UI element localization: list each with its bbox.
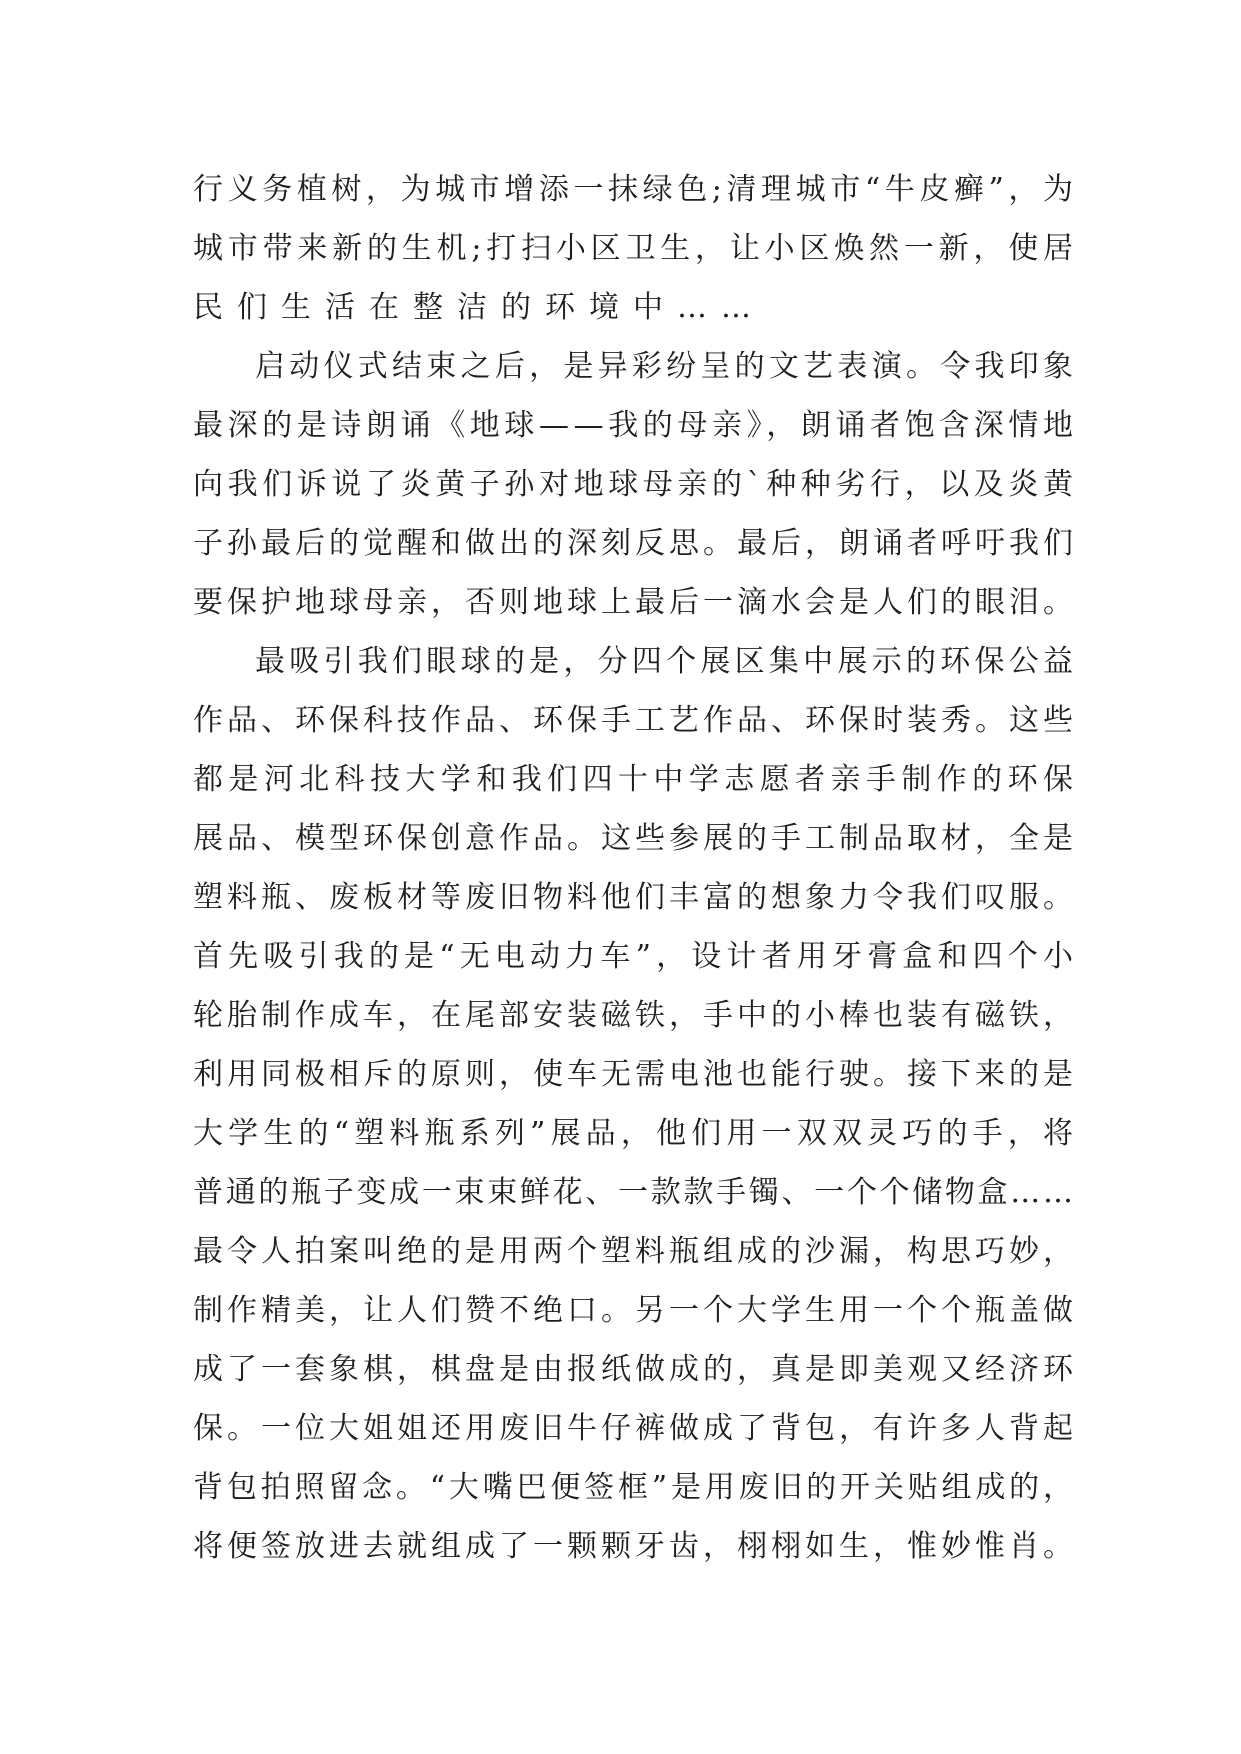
text-line: 子孙最后的觉醒和做出的深刻反思。最后，朗诵者呼吁我们 — [193, 526, 1077, 561]
text-line: 保。一位大姐姐还用废旧牛仔裤做成了背包，有许多人背起 — [193, 1411, 1077, 1446]
text-line: 普通的瓶子变成一束束鲜花、一款款手镯、一个个储物盒…… — [193, 1175, 1076, 1210]
text-line: 首先吸引我的是“无电动力车”，设计者用牙膏盒和四个小 — [193, 939, 1079, 974]
text-line: 行义务植树，为城市增添一抹绿色;清理城市“牛皮癣”，为 — [193, 172, 1078, 207]
text-line: 要保护地球母亲，否则地球上最后一滴水会是人们的眼泪。 — [193, 585, 1077, 620]
text-line: 塑料瓶、废板材等废旧物料他们丰富的想象力令我们叹服。 — [193, 880, 1077, 915]
text-line: 成了一套象棋，棋盘是由报纸做成的，真是即美观又经济环 — [193, 1352, 1077, 1387]
paragraph-first-line: 最吸引我们眼球的是，分四个展区集中展示的环保公益 — [255, 644, 1078, 679]
text-line: 民们生活在整洁的环境中…… — [193, 290, 765, 325]
text-line: 轮胎制作成车，在尾部安装磁铁，手中的小棒也装有磁铁， — [193, 998, 1077, 1033]
body-text — [193, 160, 1079, 1576]
text-line: 将便签放进去就组成了一颗颗牙齿，栩栩如生，惟妙惟肖。 — [193, 1529, 1077, 1564]
paragraph-first-line: 启动仪式结束之后，是异彩纷呈的文艺表演。令我印象 — [255, 349, 1078, 384]
text-line: 制作精美，让人们赞不绝口。另一个大学生用一个个瓶盖做 — [193, 1293, 1077, 1328]
text-line: 利用同极相斥的原则，使车无需电池也能行驶。接下来的是 — [193, 1057, 1077, 1092]
text-line: 背包拍照留念。“大嘴巴便签框”是用废旧的开关贴组成的， — [193, 1470, 1077, 1505]
text-line: 向我们诉说了炎黄子孙对地球母亲的`种种劣行，以及炎黄 — [193, 467, 1078, 502]
text-line: 最令人拍案叫绝的是用两个塑料瓶组成的沙漏，构思巧妙， — [193, 1234, 1077, 1269]
text-line: 展品、模型环保创意作品。这些参展的手工制品取材，全是 — [193, 821, 1077, 856]
text-line: 作品、环保科技作品、环保手工艺作品、环保时装秀。这些 — [193, 703, 1077, 738]
text-line: 大学生的“塑料瓶系列”展品，他们用一双双灵巧的手，将 — [193, 1116, 1079, 1151]
text-line: 最深的是诗朗诵《地球——我的母亲》，朗诵者饱含深情地 — [193, 408, 1078, 443]
text-line: 城市带来新的生机;打扫小区卫生，让小区焕然一新，使居 — [193, 231, 1078, 266]
text-line: 都是河北科技大学和我们四十中学志愿者亲手制作的环保 — [193, 762, 1079, 797]
